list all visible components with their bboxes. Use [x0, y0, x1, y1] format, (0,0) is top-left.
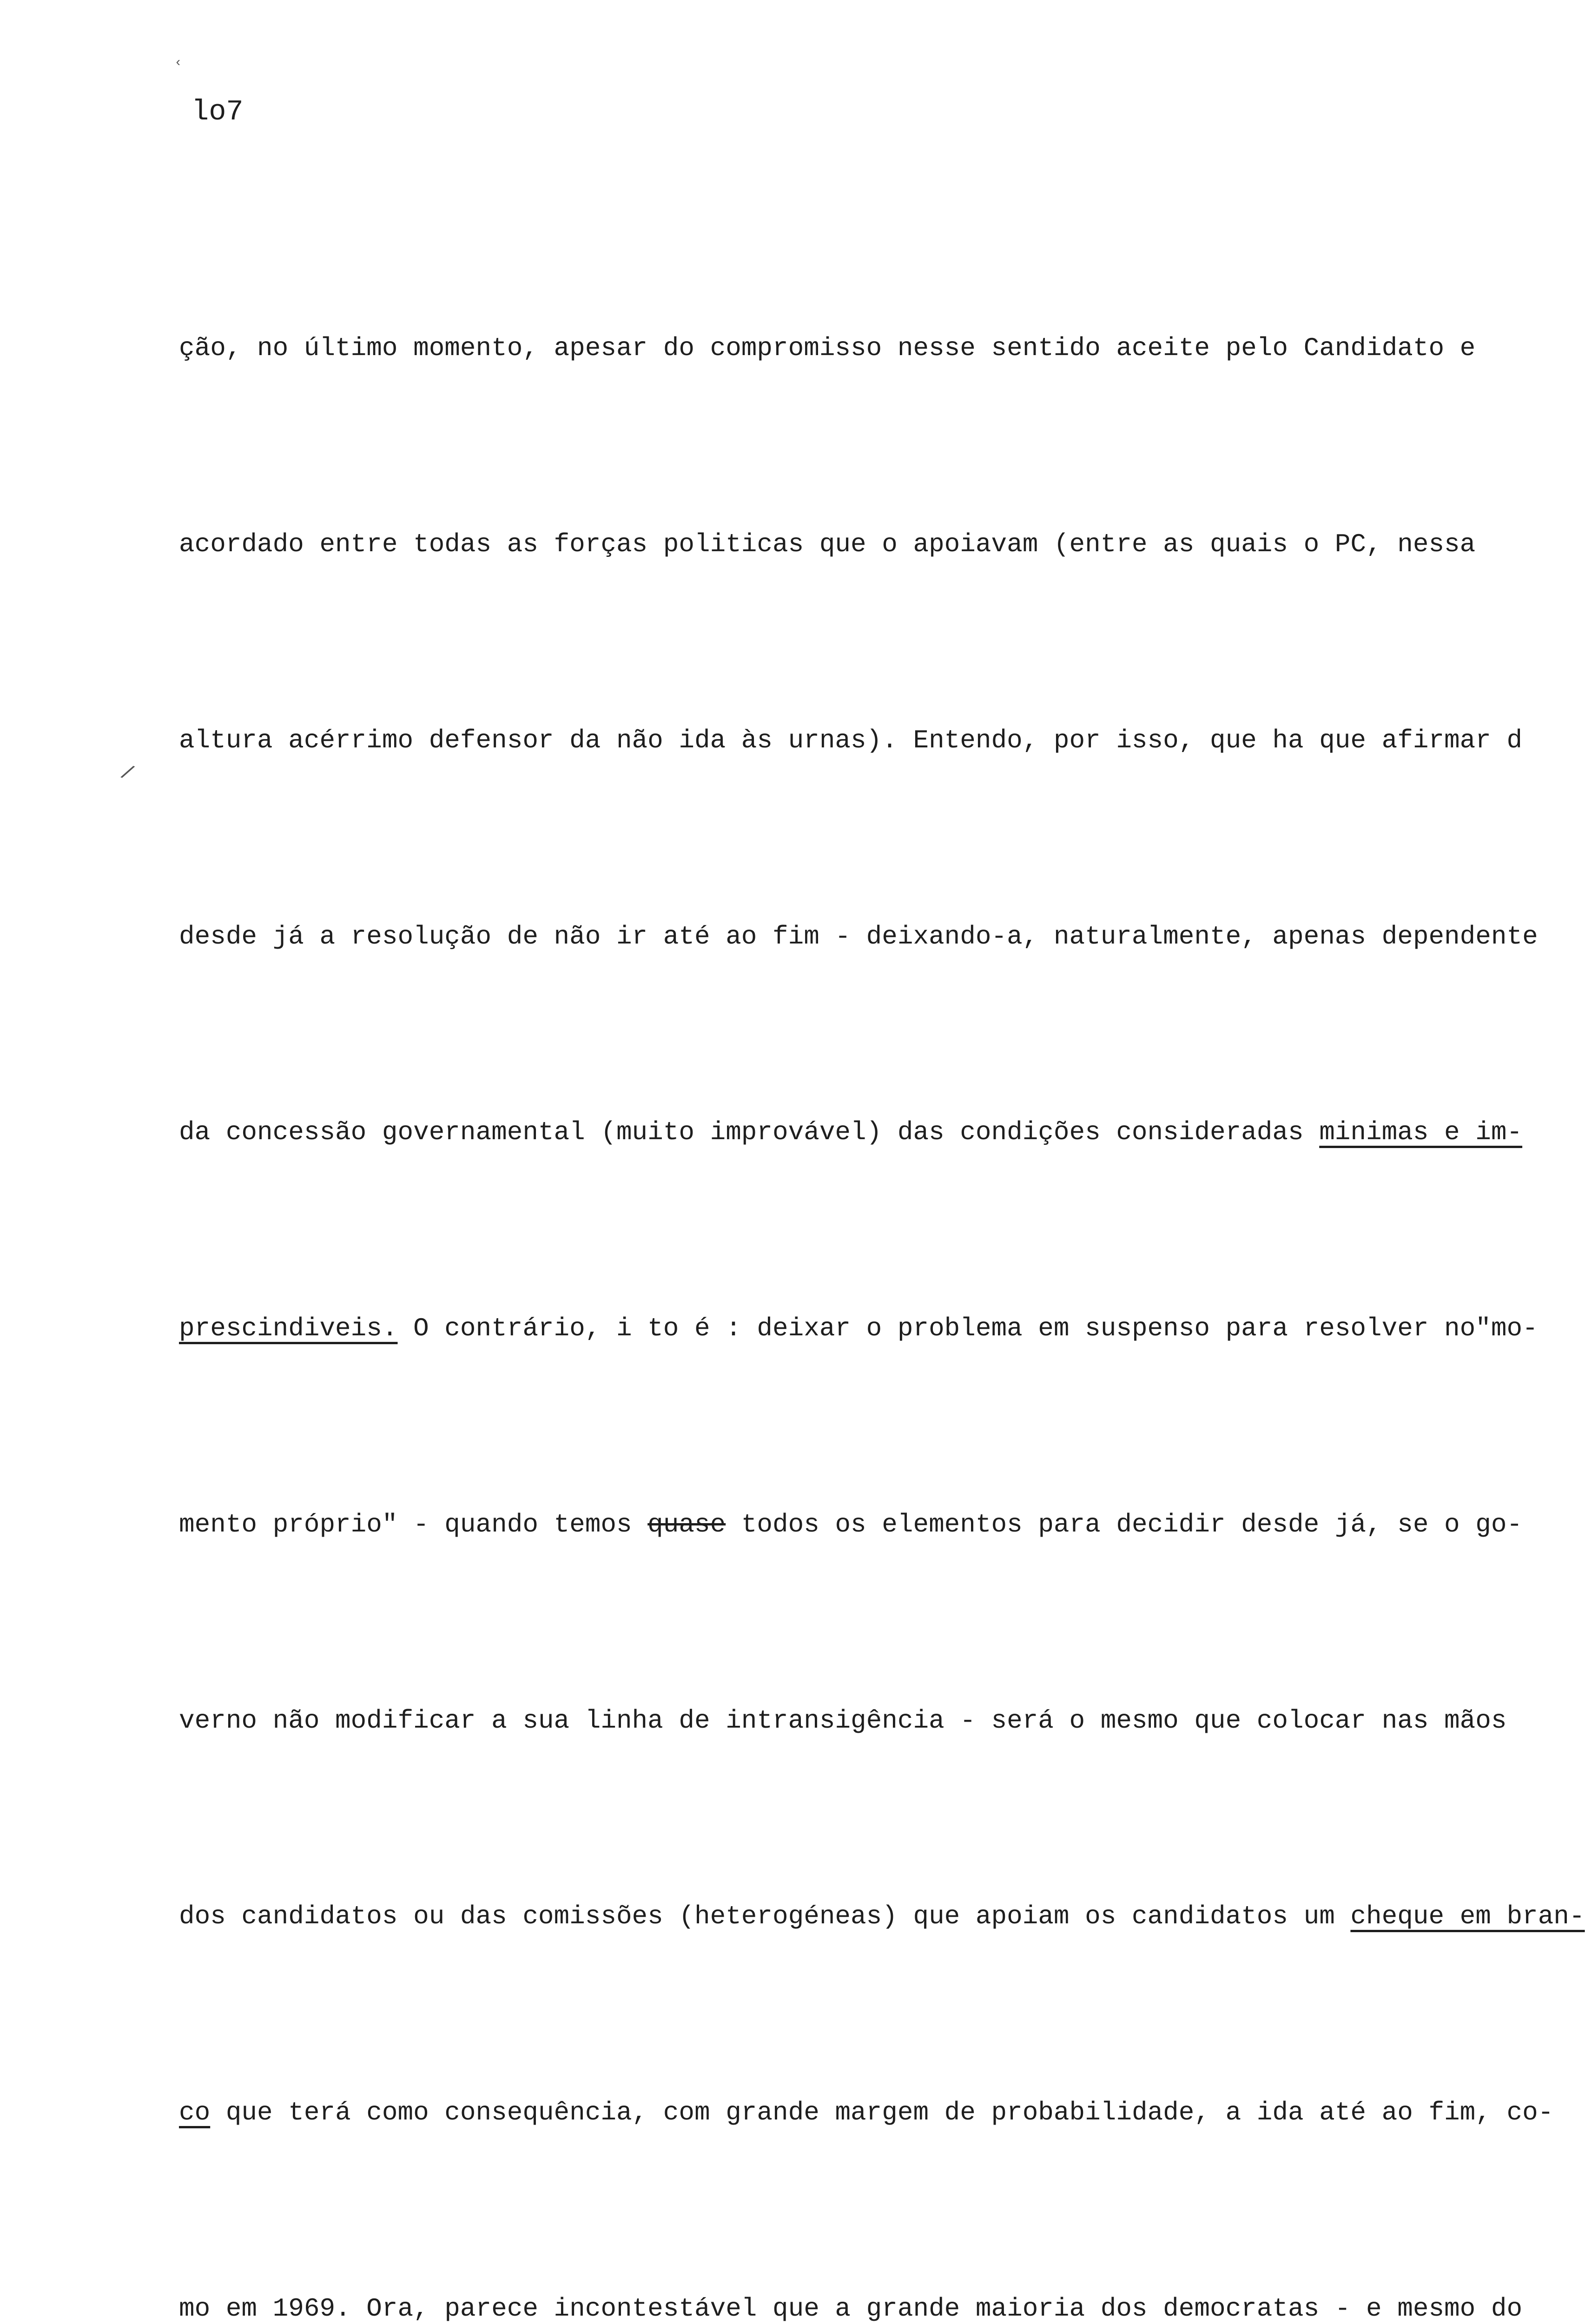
text-line: ção, no último momento, apesar do compromisso nesse sentido aceite pelo Candidato e	[179, 333, 1476, 363]
corner-mark: ‹	[174, 56, 182, 70]
text-line: altura acérrimo defensor da não ida às urnas). Entendo, por isso, que ha que afirmar d	[179, 725, 1523, 755]
text-span: dos candidatos ou das comissões (heterogéneas) que apoiam os candidatos um	[179, 1901, 1351, 1932]
struck-text: quase	[647, 1509, 726, 1539]
text-span: que terá como consequência, com grande margem de probabilidade, a ida até ao fim, co-	[210, 2098, 1554, 2128]
text-span: mento próprio" - quando temos	[179, 1509, 648, 1539]
text-line	[179, 1884, 1585, 1949]
underlined-text: co	[179, 2098, 211, 2128]
underlined-text: cheque em bran-	[1350, 1901, 1585, 1932]
text-line: verno não modificar a sua linha de intransigência - será o mesmo que colocar nas mãos	[179, 1705, 1507, 1736]
document-body	[179, 185, 1585, 2324]
text-line	[179, 2080, 1554, 2146]
margin-mark: /	[117, 760, 137, 787]
page-number: lo7	[192, 95, 244, 128]
underlined-text: minimas e im-	[1319, 1117, 1523, 1148]
text-span: da concessão governamental (muito improvável) das condições consideradas	[179, 1117, 1320, 1148]
underlined-text: prescindiveis.	[179, 1314, 398, 1344]
text-line	[179, 1100, 1523, 1165]
text-span: todos os elementos para decidir desde já, se o go-	[726, 1509, 1523, 1539]
text-line: mo em 1969. Ora, parece incontestável que a grande maioria dos democratas - e mesmo do	[179, 2294, 1523, 2324]
text-line	[179, 1492, 1523, 1558]
text-line: desde já a resolução de não ir até ao fim - deixando-a, naturalmente, apenas dependente	[179, 921, 1538, 951]
text-line: acordado entre todas as forças politicas que o apoiavam (entre as quais o PC, nessa	[179, 529, 1476, 559]
text-line	[179, 1296, 1538, 1361]
text-span: O contrário, i to é : deixar o problema em suspenso para resolver no"mo-	[397, 1314, 1538, 1344]
